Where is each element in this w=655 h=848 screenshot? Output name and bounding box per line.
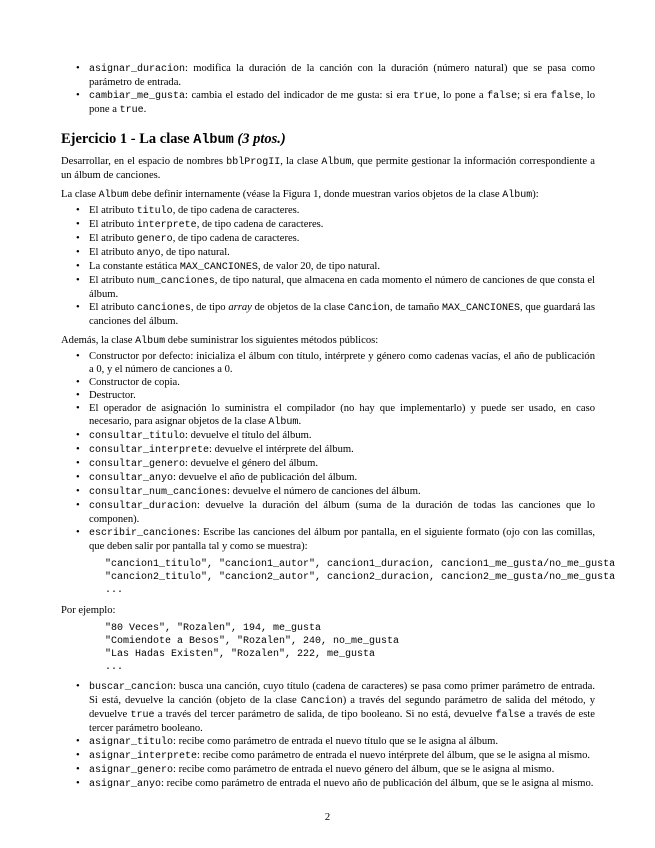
list-item: • asignar_interprete: recibe como parámetro de entrada el nuevo intérprete del álbum, que se le asigna al mismo. [89, 749, 595, 763]
list-item: • buscar_cancion: busca una canción, cuyo título (cadena de caracteres) se pasa como primer parámetro de entrada. Si está, devuelve la canción (objeto de la clase Cancion) a través del segundo parámetro de salida del método, y devuelve true a través del tercer parámetro de salida, de tipo booleano. Si no está, devuelve false a través de este tercer parámetro booleano. [89, 680, 595, 735]
example-label: Por ejemplo: [61, 605, 116, 616]
format-code-block: "cancion1_titulo", "cancion1_autor", cancion1_duracion, cancion1_me_gusta/no_me_gusta "cancion2_titulo", "cancion2_autor", cancion2_duracion, cancion2_me_gusta/no_me_gusta ... [105, 559, 616, 596]
list-item: • El atributo genero, de tipo cadena de caracteres. [89, 232, 595, 246]
intro-paragraph: Desarrollar, en el espacio de nombres bblProgII, la clase Album, que permite gestionar la información correspondiente a un álbum de canciones. [61, 156, 595, 181]
method-name: asignar_duracion [89, 64, 186, 75]
list-item: • asignar_titulo: recibe como parámetro de entrada el nuevo título que se le asigna al álbum. [89, 735, 595, 749]
page-number: 2 [324, 812, 331, 823]
list-item: • El atributo canciones, de tipo array de objetos de la clase Cancion, de tamaño MAX_CANCIONES, que guardará las canciones del álbum. [89, 301, 595, 328]
list-item: • cambiar_me_gusta: cambia el estado del indicador de me gusta: si era true, lo pone a false; si era false, lo pone a true. [89, 89, 595, 117]
top-method-list [61, 62, 595, 117]
list-item: • asignar_anyo: recibe como parámetro de entrada el nuevo año de publicación del álbum, que se le asigna al mismo. [89, 777, 595, 791]
list-item: • escribir_canciones: Escribe las canciones del álbum por pantalla, en el siguiente formato (ojo con las comillas, que deben salir por pantalla tal y como se muestra): "cancion1_titulo", "cancion1_autor", cancion1_duracion, cancion1_me_gusta/no_me_gusta "cancion2_titulo", "cancion2_autor", cancion2_duracion, cancion2_me_gusta/no_me_gusta ... [89, 526, 595, 597]
internal-intro-paragraph: La clase Album debe definir internamente (véase la Figura 1, donde muestran varios objetos de la clase Album): [61, 189, 539, 201]
section-heading: Ejercicio 1 - La clase Album (3 ptos.) [61, 131, 286, 148]
list-item: • El operador de asignación lo suministra el compilador (no hay que implementarlo) y puede ser usado, en caso necesario, para asignar objetos de la clase Album. [89, 402, 595, 429]
list-item: • consultar_genero: devuelve el género del álbum. [89, 457, 595, 471]
list-item: • consultar_duracion: devuelve la duración del álbum (suma de la duración de todas las canciones que lo componen). [89, 499, 595, 526]
list-item: • consultar_interprete: devuelve el intérprete del álbum. [89, 443, 595, 457]
document-page [61, 62, 616, 791]
method-name: cambiar_me_gusta [89, 91, 186, 102]
attribute-list [61, 204, 595, 328]
list-item: • asignar_duracion: modifica la duración de la canción con la duración (número natural) que se pasa como parámetro de entrada. [89, 62, 595, 89]
list-item: • consultar_titulo: devuelve el título del álbum. [89, 429, 595, 443]
list-item: • consultar_anyo: devuelve el año de publicación del álbum. [89, 471, 595, 485]
list-item: • Constructor por defecto: inicializa el álbum con título, intérprete y género como cadenas vacías, el año de publicación a 0, y el número de canciones a 0. [89, 350, 595, 376]
list-item: • asignar_genero: recibe como parámetro de entrada el nuevo género del álbum, que se le asigna al mismo. [89, 763, 595, 777]
list-item: • Destructor. [89, 389, 595, 402]
methods-intro-paragraph: Además, la clase Album debe suministrar los siguientes métodos públicos: [61, 335, 379, 347]
list-item: • Constructor de copia. [89, 376, 595, 389]
list-item: • El atributo anyo, de tipo natural. [89, 246, 595, 260]
list-item: • El atributo interprete, de tipo cadena de caracteres. [89, 218, 595, 232]
list-item: • consultar_num_canciones: devuelve el número de canciones del álbum. [89, 485, 595, 499]
method-list-2 [61, 680, 595, 791]
list-item: • La constante estática MAX_CANCIONES, de valor 20, de tipo natural. [89, 260, 595, 274]
example-code-block: "80 Veces", "Rozalen", 194, me_gusta "Comiendote a Besos", "Rozalen", 240, no_me_gusta "Las Hadas Existen", "Rozalen", 222, me_gusta ... [105, 623, 400, 673]
list-item: • El atributo titulo, de tipo cadena de caracteres. [89, 204, 595, 218]
list-item: • El atributo num_canciones, de tipo natural, que almacena en cada momento el número de canciones de que consta el álbum. [89, 274, 595, 301]
method-list [61, 350, 616, 597]
